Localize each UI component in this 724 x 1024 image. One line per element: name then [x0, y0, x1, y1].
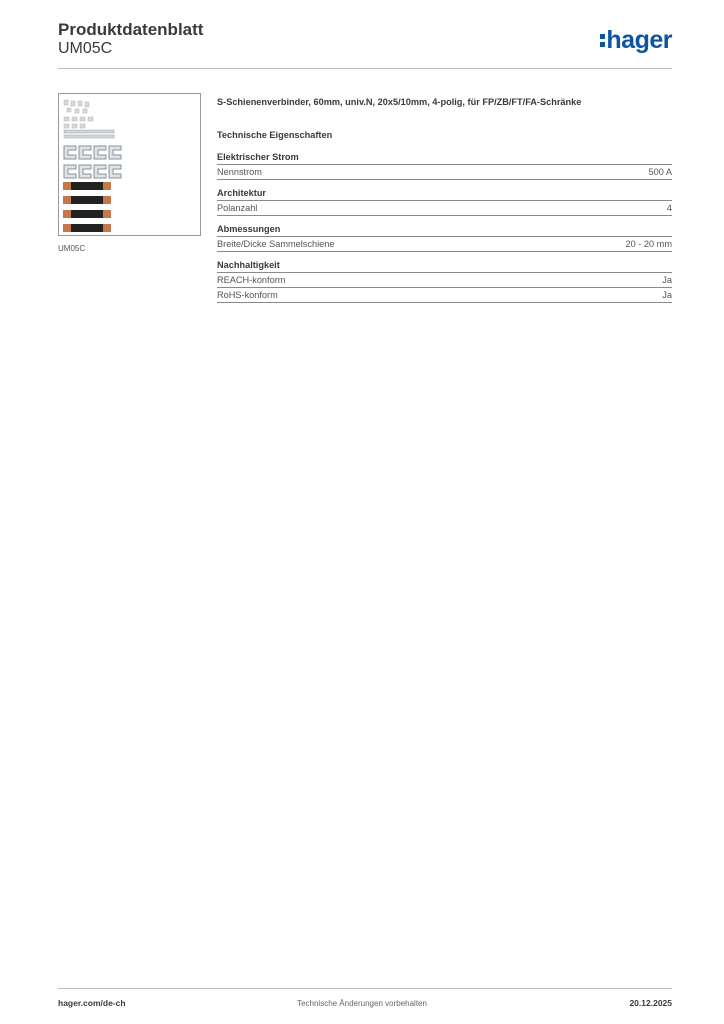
logo-dots-icon: [600, 31, 605, 48]
footer-website-link[interactable]: hager.com/de-ch: [58, 998, 126, 1008]
footer-date: 20.12.2025: [629, 998, 672, 1008]
property-value: Ja: [662, 290, 672, 300]
property-group: [217, 260, 672, 303]
property-label: Nennstrom: [217, 167, 262, 177]
property-label: Polanzahl: [217, 203, 258, 213]
busbar-connector-image: [59, 94, 200, 235]
group-title: Architektur: [217, 188, 672, 201]
property-row: [217, 201, 672, 216]
property-label: REACH-konform: [217, 275, 286, 285]
properties-title: Technische Eigenschaften: [217, 130, 333, 140]
hager-logo: [600, 26, 672, 55]
property-row: [217, 288, 672, 303]
property-row: [217, 273, 672, 288]
footer-divider: [58, 988, 672, 989]
group-title: Elektrischer Strom: [217, 152, 672, 165]
product-description: S-Schienenverbinder, 60mm, univ.N, 20x5/10mm, 4-polig, für FP/ZB/FT/FA-Schränke: [217, 97, 582, 107]
property-value: 500 A: [648, 167, 672, 177]
property-group: [217, 224, 672, 252]
group-title: Nachhaltigkeit: [217, 260, 672, 273]
property-value: 4: [666, 203, 672, 213]
logo-text: hager: [606, 26, 672, 54]
property-row: [217, 165, 672, 180]
image-caption: UM05C: [58, 244, 86, 253]
product-code: UM05C: [58, 40, 113, 57]
technical-properties: [217, 130, 672, 311]
group-title: Abmessungen: [217, 224, 672, 237]
header-divider: [58, 68, 672, 69]
property-label: Breite/Dicke Sammelschiene: [217, 239, 335, 249]
property-label: RoHS-konform: [217, 290, 278, 300]
footer-note: Technische Änderungen vorbehalten: [297, 999, 427, 1008]
property-row: [217, 237, 672, 252]
property-value: 20 - 20 mm: [625, 239, 672, 249]
property-group: [217, 152, 672, 180]
property-value: Ja: [662, 275, 672, 285]
page-title: Produktdatenblatt: [58, 20, 204, 39]
property-group: [217, 188, 672, 216]
product-image: [58, 93, 201, 236]
